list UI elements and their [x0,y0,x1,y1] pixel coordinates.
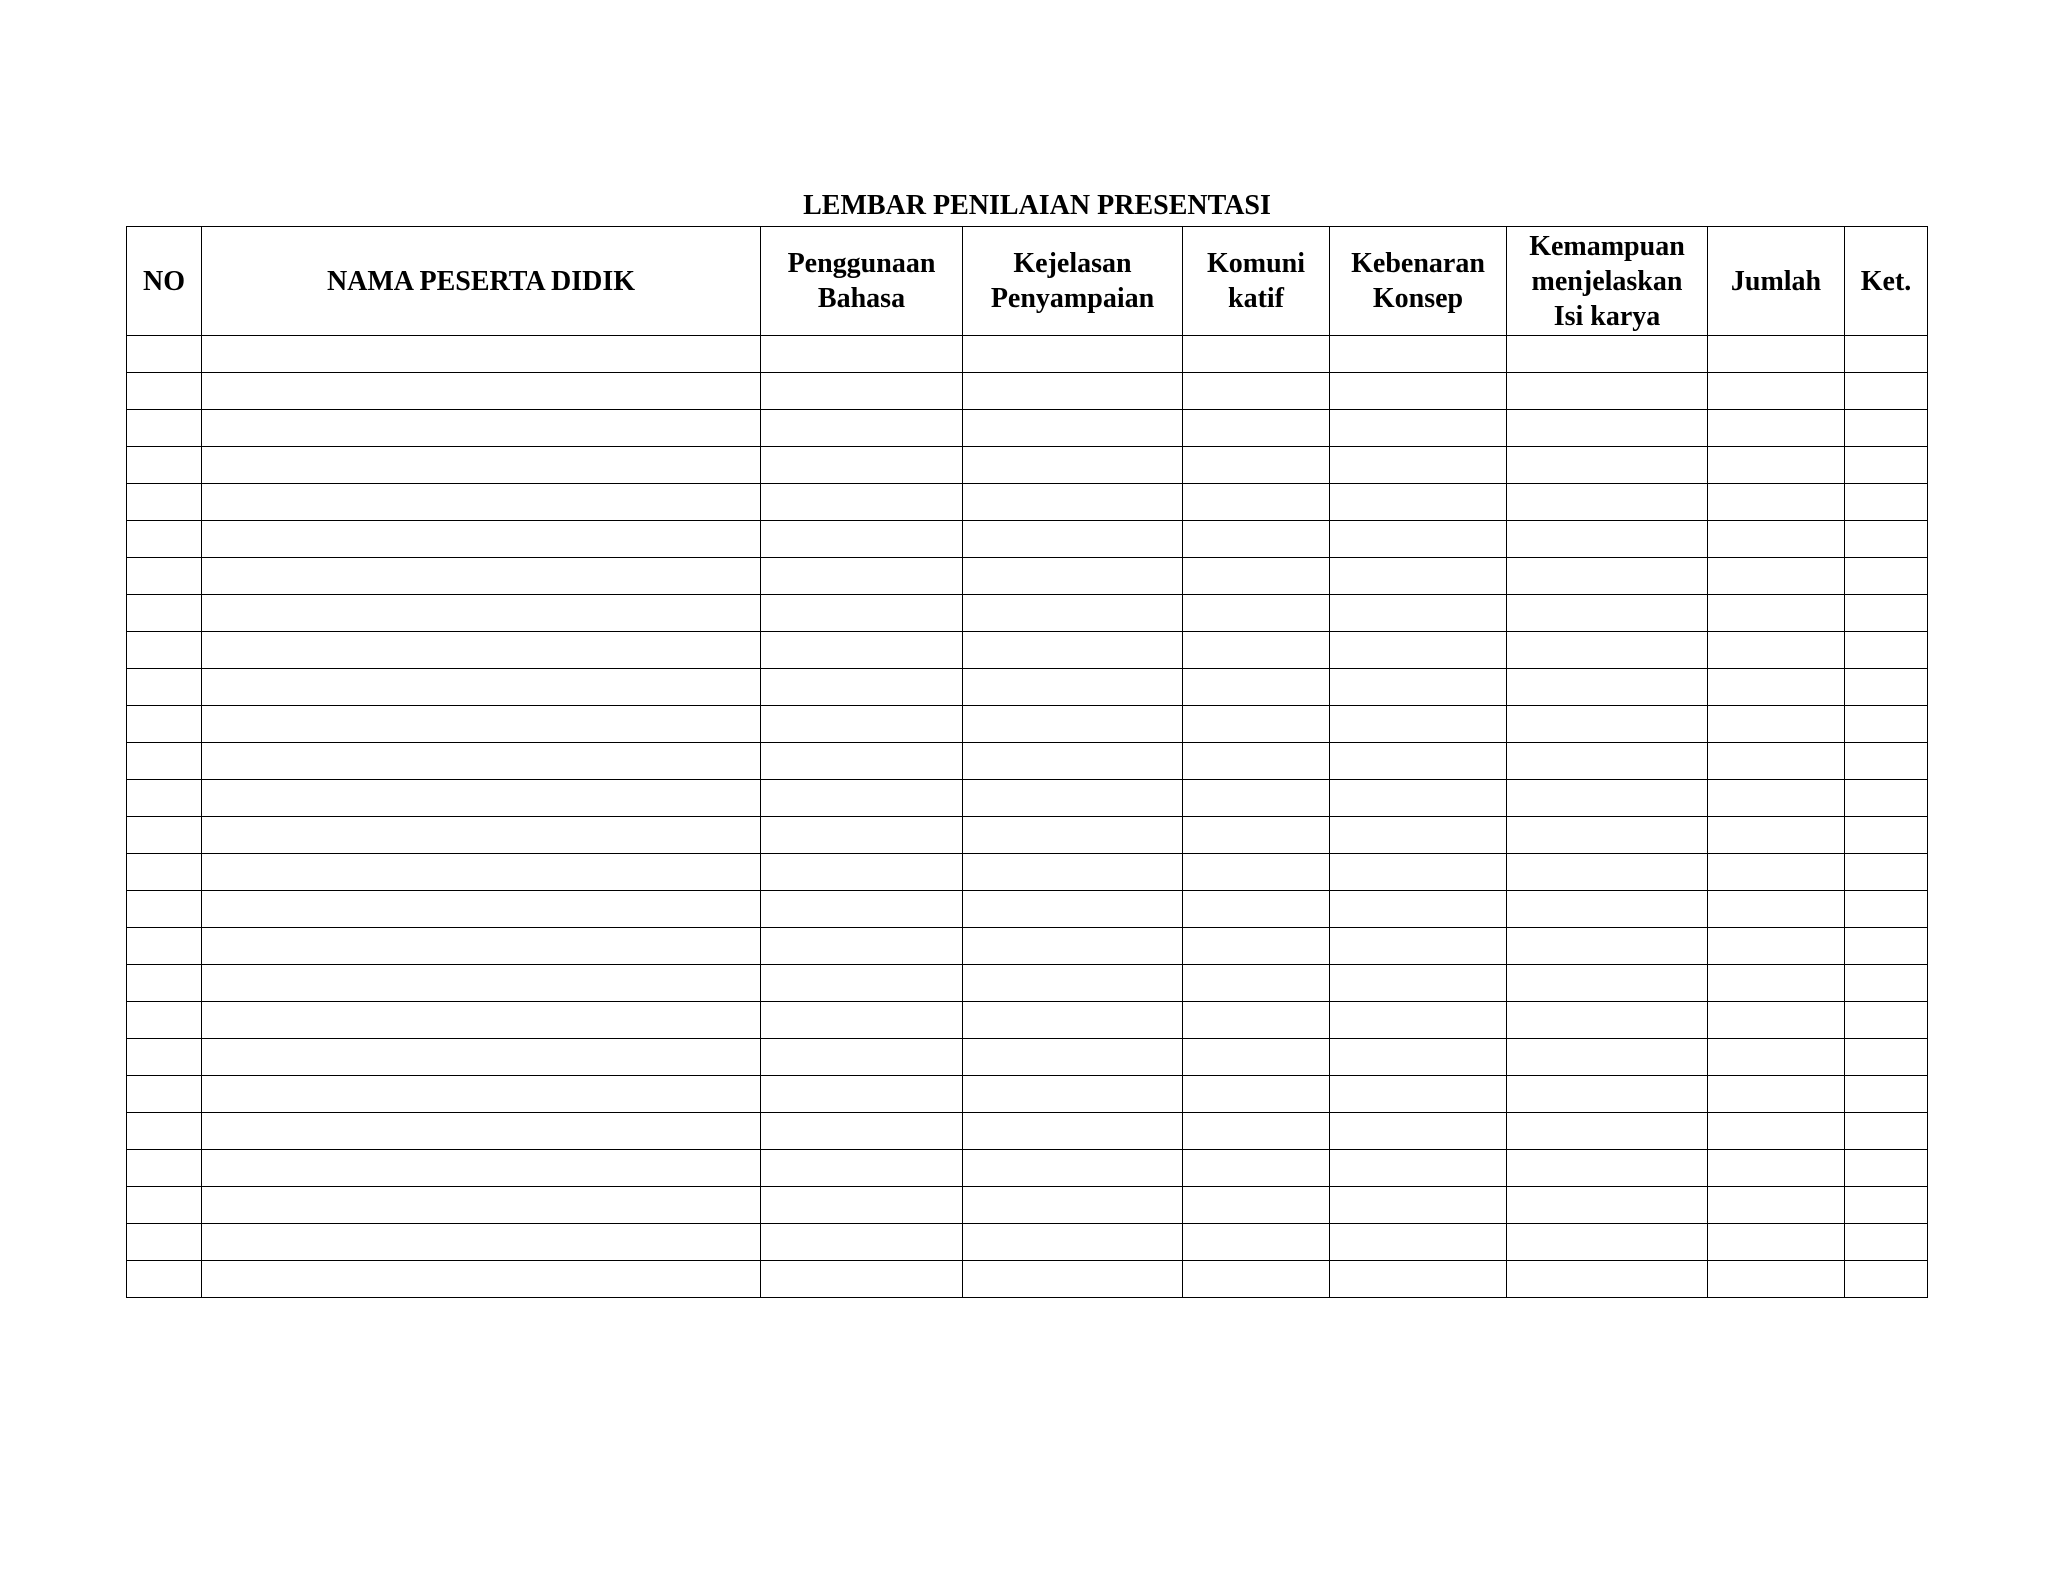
table-cell-konsep[interactable] [1330,1150,1507,1187]
table-cell-no[interactable] [127,1224,202,1261]
table-cell-bahasa[interactable] [761,1002,963,1039]
table-cell-kejelasan[interactable] [963,780,1183,817]
table-cell-ket[interactable] [1845,854,1928,891]
table-cell-bahasa[interactable] [761,669,963,706]
table-cell-bahasa[interactable] [761,706,963,743]
table-cell-kejelasan[interactable] [963,1076,1183,1113]
table-cell-no[interactable] [127,854,202,891]
table-row [127,632,1928,669]
table-cell-kejelasan[interactable] [963,1113,1183,1150]
table-cell-ket[interactable] [1845,336,1928,373]
table-row [127,1039,1928,1076]
table-cell-komunikatif[interactable] [1183,632,1330,669]
table-cell-jumlah[interactable] [1708,669,1845,706]
table-row [127,706,1928,743]
table-cell-no[interactable] [127,1150,202,1187]
table-row [127,854,1928,891]
column-header-nama [202,227,761,336]
table-row [127,410,1928,447]
table-cell-nama[interactable] [202,410,761,447]
table-cell-ket[interactable] [1845,1261,1928,1298]
column-header-line: Konsep [1372,283,1464,314]
column-header-kemampuan [1507,227,1708,336]
table-cell-bahasa[interactable] [761,743,963,780]
table-row [127,891,1928,928]
table-body [127,336,1928,1298]
table-cell-komunikatif[interactable] [1183,521,1330,558]
table-cell-bahasa[interactable] [761,928,963,965]
table-cell-bahasa[interactable] [761,854,963,891]
table-row [127,817,1928,854]
table-cell-ket[interactable] [1845,632,1928,669]
column-header-bahasa [761,227,963,336]
table-cell-ket[interactable] [1845,1150,1928,1187]
table-cell-bahasa[interactable] [761,373,963,410]
table-cell-kemampuan[interactable] [1507,706,1708,743]
table-cell-komunikatif[interactable] [1183,1076,1330,1113]
table-cell-konsep[interactable] [1330,521,1507,558]
table-cell-no[interactable] [127,336,202,373]
table-cell-bahasa[interactable] [761,1113,963,1150]
table-row [127,336,1928,373]
table-row [127,1113,1928,1150]
column-header-line: Penggunaan [787,248,936,279]
table-cell-kemampuan[interactable] [1507,743,1708,780]
table-cell-no[interactable] [127,669,202,706]
table-cell-kemampuan[interactable] [1507,1187,1708,1224]
table-cell-kemampuan[interactable] [1507,1261,1708,1298]
table-cell-nama[interactable] [202,484,761,521]
table-cell-komunikatif[interactable] [1183,595,1330,632]
table-cell-komunikatif[interactable] [1183,447,1330,484]
table-cell-kemampuan[interactable] [1507,521,1708,558]
table-cell-kejelasan[interactable] [963,336,1183,373]
table-row [127,373,1928,410]
table-cell-konsep[interactable] [1330,1187,1507,1224]
table-row [127,1076,1928,1113]
table-cell-kejelasan[interactable] [963,854,1183,891]
table-cell-kemampuan[interactable] [1507,854,1708,891]
table-cell-no[interactable] [127,447,202,484]
table-cell-jumlah[interactable] [1708,1224,1845,1261]
table-cell-bahasa[interactable] [761,447,963,484]
table-cell-kemampuan[interactable] [1507,484,1708,521]
table-cell-jumlah[interactable] [1708,817,1845,854]
table-cell-kemampuan[interactable] [1507,336,1708,373]
table-cell-kemampuan[interactable] [1507,669,1708,706]
table-cell-bahasa[interactable] [761,965,963,1002]
table-cell-nama[interactable] [202,706,761,743]
column-header-konsep [1330,227,1507,336]
table-cell-jumlah[interactable] [1708,928,1845,965]
table-cell-konsep[interactable] [1330,706,1507,743]
table-cell-no[interactable] [127,780,202,817]
table-cell-nama[interactable] [202,891,761,928]
table-cell-komunikatif[interactable] [1183,928,1330,965]
table-cell-konsep[interactable] [1330,854,1507,891]
table-cell-kejelasan[interactable] [963,1150,1183,1187]
table-cell-kemampuan[interactable] [1507,1150,1708,1187]
table-cell-komunikatif[interactable] [1183,669,1330,706]
table-cell-kejelasan[interactable] [963,965,1183,1002]
table-cell-kejelasan[interactable] [963,558,1183,595]
table-cell-jumlah[interactable] [1708,558,1845,595]
table-cell-komunikatif[interactable] [1183,780,1330,817]
table-cell-no[interactable] [127,1076,202,1113]
table-cell-konsep[interactable] [1330,558,1507,595]
table-cell-nama[interactable] [202,1113,761,1150]
table-row [127,1187,1928,1224]
table-cell-no[interactable] [127,1187,202,1224]
column-header-ket [1845,227,1928,336]
table-cell-jumlah[interactable] [1708,891,1845,928]
table-cell-konsep[interactable] [1330,632,1507,669]
table-cell-kemampuan[interactable] [1507,1039,1708,1076]
table-cell-kejelasan[interactable] [963,373,1183,410]
table-cell-konsep[interactable] [1330,595,1507,632]
table-cell-nama[interactable] [202,595,761,632]
table-cell-kejelasan[interactable] [963,1002,1183,1039]
table-cell-jumlah[interactable] [1708,780,1845,817]
table-cell-kejelasan[interactable] [963,484,1183,521]
table-cell-no[interactable] [127,410,202,447]
table-cell-jumlah[interactable] [1708,336,1845,373]
column-header-komunikatif [1183,227,1330,336]
table-cell-ket[interactable] [1845,928,1928,965]
table-cell-bahasa[interactable] [761,1076,963,1113]
table-cell-kejelasan[interactable] [963,743,1183,780]
table-cell-nama[interactable] [202,780,761,817]
table-cell-konsep[interactable] [1330,1113,1507,1150]
table-cell-ket[interactable] [1845,669,1928,706]
table-cell-jumlah[interactable] [1708,1261,1845,1298]
column-header-no [127,227,202,336]
table-cell-no[interactable] [127,521,202,558]
table-cell-nama[interactable] [202,336,761,373]
table-cell-konsep[interactable] [1330,1224,1507,1261]
table-cell-no[interactable] [127,706,202,743]
table-cell-konsep[interactable] [1330,1261,1507,1298]
table-row [127,965,1928,1002]
table-cell-konsep[interactable] [1330,780,1507,817]
column-header-line: NAMA PESERTA DIDIK [326,265,636,297]
table-cell-kemampuan[interactable] [1507,410,1708,447]
table-cell-bahasa[interactable] [761,891,963,928]
table-cell-kejelasan[interactable] [963,1224,1183,1261]
table-cell-ket[interactable] [1845,1113,1928,1150]
table-cell-ket[interactable] [1845,373,1928,410]
table-cell-kejelasan[interactable] [963,1187,1183,1224]
column-header-kejelasan [963,227,1183,336]
table-cell-ket[interactable] [1845,447,1928,484]
table-cell-komunikatif[interactable] [1183,484,1330,521]
table-cell-jumlah[interactable] [1708,632,1845,669]
table-cell-kejelasan[interactable] [963,669,1183,706]
table-cell-no[interactable] [127,965,202,1002]
table-cell-no[interactable] [127,558,202,595]
table-cell-nama[interactable] [202,1261,761,1298]
table-cell-konsep[interactable] [1330,965,1507,1002]
table-cell-jumlah[interactable] [1708,447,1845,484]
table-cell-jumlah[interactable] [1708,595,1845,632]
table-cell-jumlah[interactable] [1708,1076,1845,1113]
table-cell-ket[interactable] [1845,521,1928,558]
table-cell-no[interactable] [127,632,202,669]
column-header-line: Bahasa [817,283,906,314]
table-cell-no[interactable] [127,1002,202,1039]
table-cell-no[interactable] [127,928,202,965]
table-row [127,928,1928,965]
table-cell-komunikatif[interactable] [1183,743,1330,780]
table-cell-komunikatif[interactable] [1183,410,1330,447]
table-cell-komunikatif[interactable] [1183,817,1330,854]
table-cell-kemampuan[interactable] [1507,595,1708,632]
table-cell-kemampuan[interactable] [1507,558,1708,595]
table-cell-no[interactable] [127,373,202,410]
table-cell-nama[interactable] [202,1187,761,1224]
table-cell-konsep[interactable] [1330,1076,1507,1113]
column-header-line: katif [1228,283,1284,314]
table-cell-ket[interactable] [1845,558,1928,595]
table-cell-konsep[interactable] [1330,336,1507,373]
table-cell-kejelasan[interactable] [963,447,1183,484]
table-cell-komunikatif[interactable] [1183,1224,1330,1261]
table-cell-komunikatif[interactable] [1183,1002,1330,1039]
table-cell-nama[interactable] [202,928,761,965]
table-cell-ket[interactable] [1845,595,1928,632]
table-cell-no[interactable] [127,595,202,632]
table-cell-konsep[interactable] [1330,1039,1507,1076]
table-cell-kejelasan[interactable] [963,706,1183,743]
table-cell-ket[interactable] [1845,706,1928,743]
table-cell-kejelasan[interactable] [963,1261,1183,1298]
table-cell-kejelasan[interactable] [963,595,1183,632]
table-cell-jumlah[interactable] [1708,1150,1845,1187]
table-cell-kemampuan[interactable] [1507,1002,1708,1039]
table-cell-konsep[interactable] [1330,1002,1507,1039]
table-row [127,780,1928,817]
table-cell-kejelasan[interactable] [963,521,1183,558]
table-cell-kemampuan[interactable] [1507,780,1708,817]
table-cell-no[interactable] [127,1261,202,1298]
table-cell-ket[interactable] [1845,1076,1928,1113]
table-row [127,1002,1928,1039]
table-cell-nama[interactable] [202,1039,761,1076]
table-cell-konsep[interactable] [1330,743,1507,780]
table-cell-nama[interactable] [202,669,761,706]
table-cell-kemampuan[interactable] [1507,891,1708,928]
assessment-sheet [126,186,1927,1298]
table-cell-kemampuan[interactable] [1507,373,1708,410]
table-cell-no[interactable] [127,484,202,521]
table-cell-komunikatif[interactable] [1183,854,1330,891]
table-cell-komunikatif[interactable] [1183,706,1330,743]
table-header-row [127,227,1928,336]
table-cell-bahasa[interactable] [761,1187,963,1224]
table-row [127,447,1928,484]
table-cell-nama[interactable] [202,1224,761,1261]
table-cell-kejelasan[interactable] [963,928,1183,965]
table-cell-jumlah[interactable] [1708,1113,1845,1150]
table-cell-ket[interactable] [1845,780,1928,817]
table-cell-nama[interactable] [202,447,761,484]
table-cell-no[interactable] [127,891,202,928]
table-cell-ket[interactable] [1845,1002,1928,1039]
table-cell-bahasa[interactable] [761,410,963,447]
table-cell-nama[interactable] [202,1150,761,1187]
table-cell-jumlah[interactable] [1708,373,1845,410]
table-cell-kemampuan[interactable] [1507,632,1708,669]
table-cell-komunikatif[interactable] [1183,336,1330,373]
table-cell-ket[interactable] [1845,965,1928,1002]
column-header-line: Jumlah [1730,265,1822,297]
table-cell-bahasa[interactable] [761,1039,963,1076]
table-row [127,669,1928,706]
table-cell-nama[interactable] [202,743,761,780]
table-cell-kemampuan[interactable] [1507,1076,1708,1113]
table-cell-konsep[interactable] [1330,484,1507,521]
column-header-line: Kejelasan [1013,248,1132,279]
table-cell-ket[interactable] [1845,1039,1928,1076]
table-cell-konsep[interactable] [1330,891,1507,928]
table-cell-bahasa[interactable] [761,1224,963,1261]
table-cell-kejelasan[interactable] [963,1039,1183,1076]
table-cell-komunikatif[interactable] [1183,1187,1330,1224]
table-cell-nama[interactable] [202,632,761,669]
table-cell-ket[interactable] [1845,484,1928,521]
table-cell-bahasa[interactable] [761,632,963,669]
table-cell-bahasa[interactable] [761,780,963,817]
column-header-jumlah [1708,227,1845,336]
table-cell-bahasa[interactable] [761,1150,963,1187]
table-cell-kemampuan[interactable] [1507,447,1708,484]
table-cell-komunikatif[interactable] [1183,965,1330,1002]
table-cell-nama[interactable] [202,373,761,410]
table-cell-konsep[interactable] [1330,928,1507,965]
table-cell-ket[interactable] [1845,1224,1928,1261]
table-cell-nama[interactable] [202,854,761,891]
table-row [127,1150,1928,1187]
table-cell-jumlah[interactable] [1708,965,1845,1002]
table-cell-komunikatif[interactable] [1183,373,1330,410]
table-cell-kemampuan[interactable] [1507,928,1708,965]
table-cell-no[interactable] [127,743,202,780]
table-cell-konsep[interactable] [1330,669,1507,706]
table-cell-jumlah[interactable] [1708,410,1845,447]
table-row [127,595,1928,632]
table-row [127,521,1928,558]
column-header-line: Kemampuan [1529,230,1685,262]
table-cell-komunikatif[interactable] [1183,891,1330,928]
table-row [127,1224,1928,1261]
table-cell-ket[interactable] [1845,410,1928,447]
table-cell-kemampuan[interactable] [1507,1224,1708,1261]
table-row [127,743,1928,780]
column-header-line: Ket. [1860,265,1912,297]
table-cell-ket[interactable] [1845,817,1928,854]
table-cell-kejelasan[interactable] [963,817,1183,854]
table-cell-jumlah[interactable] [1708,484,1845,521]
table-cell-jumlah[interactable] [1708,706,1845,743]
table-cell-komunikatif[interactable] [1183,1261,1330,1298]
table-cell-konsep[interactable] [1330,410,1507,447]
table-cell-ket[interactable] [1845,1187,1928,1224]
table-cell-komunikatif[interactable] [1183,1150,1330,1187]
table-cell-konsep[interactable] [1330,447,1507,484]
column-header-line: Kebenaran [1351,248,1485,279]
table-cell-bahasa[interactable] [761,484,963,521]
table-cell-kemampuan[interactable] [1507,1113,1708,1150]
table-cell-bahasa[interactable] [761,336,963,373]
table-cell-kejelasan[interactable] [963,632,1183,669]
table-cell-no[interactable] [127,1039,202,1076]
table-cell-bahasa[interactable] [761,1261,963,1298]
table-cell-bahasa[interactable] [761,521,963,558]
table-cell-kemampuan[interactable] [1507,965,1708,1002]
table-cell-ket[interactable] [1845,743,1928,780]
table-cell-nama[interactable] [202,965,761,1002]
table-cell-jumlah[interactable] [1708,854,1845,891]
column-header-line: menjelaskan [1531,265,1683,297]
table-cell-konsep[interactable] [1330,373,1507,410]
column-header-line: Isi karya [1553,300,1661,332]
table-cell-komunikatif[interactable] [1183,1113,1330,1150]
table-cell-nama[interactable] [202,558,761,595]
table-cell-jumlah[interactable] [1708,743,1845,780]
table-cell-komunikatif[interactable] [1183,558,1330,595]
table-cell-nama[interactable] [202,817,761,854]
document-title: LEMBAR PENILAIAN PRESENTASI [803,190,1271,221]
table-cell-bahasa[interactable] [761,558,963,595]
table-cell-no[interactable] [127,817,202,854]
table-cell-bahasa[interactable] [761,595,963,632]
table-cell-kejelasan[interactable] [963,410,1183,447]
table-cell-no[interactable] [127,1113,202,1150]
table-cell-nama[interactable] [202,1076,761,1113]
table-cell-jumlah[interactable] [1708,1039,1845,1076]
table-cell-nama[interactable] [202,1002,761,1039]
table-cell-kemampuan[interactable] [1507,817,1708,854]
table-cell-jumlah[interactable] [1708,1187,1845,1224]
table-cell-ket[interactable] [1845,891,1928,928]
table-cell-kejelasan[interactable] [963,891,1183,928]
table-cell-jumlah[interactable] [1708,1002,1845,1039]
table-cell-jumlah[interactable] [1708,521,1845,558]
table-row [127,1261,1928,1298]
assessment-table [126,226,1928,1298]
table-cell-nama[interactable] [202,521,761,558]
column-header-line: NO [143,265,185,297]
table-cell-komunikatif[interactable] [1183,1039,1330,1076]
table-row [127,558,1928,595]
table-row [127,484,1928,521]
table-cell-konsep[interactable] [1330,817,1507,854]
column-header-line: Komuni [1206,248,1306,279]
table-cell-bahasa[interactable] [761,817,963,854]
column-header-line: Penyampaian [990,283,1155,314]
